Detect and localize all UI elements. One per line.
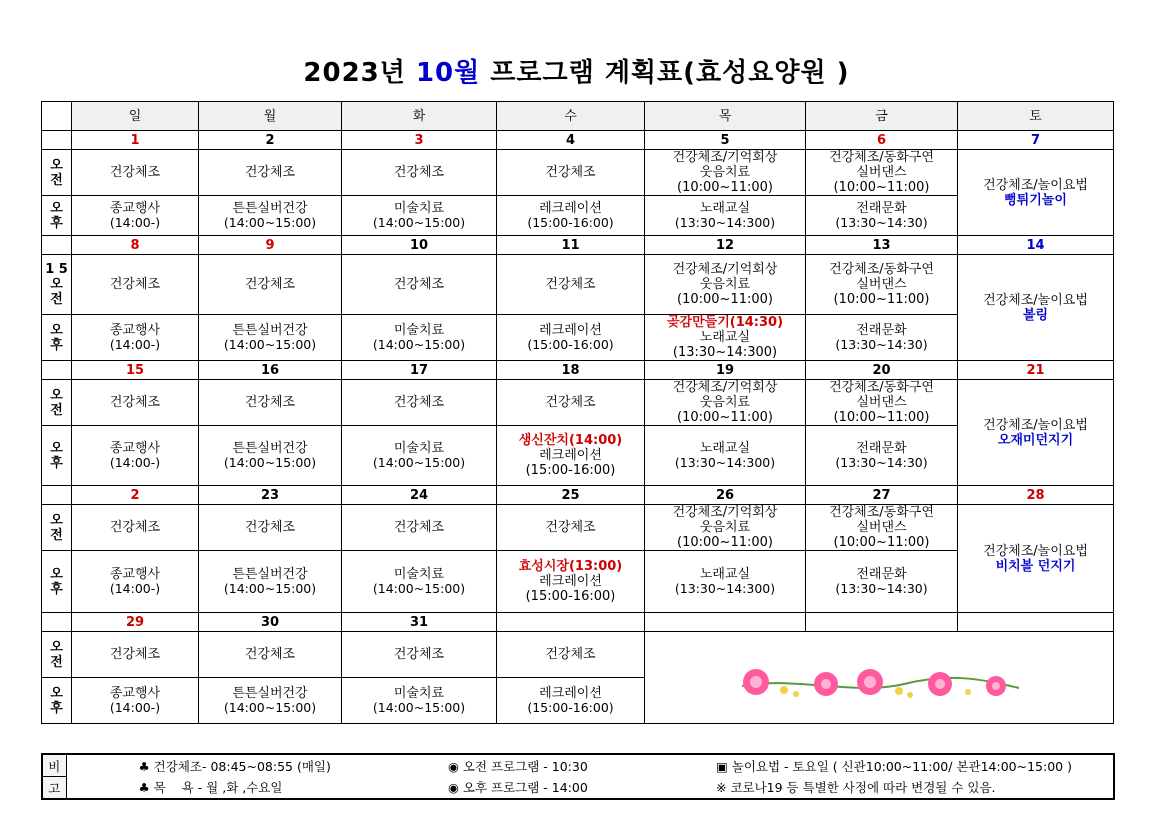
week3-dates xyxy=(42,361,1114,380)
thu-pm: 노래교실 (13:30~14:300) xyxy=(645,426,806,486)
note-exercise-time: ♣ 건강체조- 08:45~08:55 (매일) xyxy=(138,758,331,774)
pm-label: 오 후 xyxy=(42,315,72,361)
flower-decoration xyxy=(645,632,1114,724)
calendar-table xyxy=(41,101,1114,724)
week3-am xyxy=(42,380,1114,426)
notes-label-2: 고 xyxy=(42,777,66,800)
date-number: 13 xyxy=(806,236,958,255)
date-number: 26 xyxy=(645,486,806,505)
fri-pm: 전래문화 (13:30~14:30) xyxy=(806,196,958,236)
date-number: 12 xyxy=(645,236,806,255)
date-number: 2 xyxy=(199,131,342,150)
wed-pm: 레크레이션 (15:00-16:00) xyxy=(497,678,645,724)
date-number: 3 xyxy=(342,131,497,150)
week4-am xyxy=(42,505,1114,551)
week2-pm xyxy=(42,315,1114,361)
date-number: 21 xyxy=(958,361,1114,380)
mon-pm: 튼튼실버건강 (14:00~15:00) xyxy=(199,426,342,486)
weekday-thu: 목 xyxy=(645,102,806,131)
date-number: 31 xyxy=(342,613,497,632)
date-number: 19 xyxy=(645,361,806,380)
wed-pm: 레크레이션 (15:00-16:00) xyxy=(497,196,645,236)
date-number: 4 xyxy=(497,131,645,150)
mon-pm: 튼튼실버건강 (14:00~15:00) xyxy=(199,551,342,613)
date-empty xyxy=(645,613,806,632)
note-pm-program: ◉ 오후 프로그램 - 14:00 xyxy=(448,780,588,796)
date-label-blank xyxy=(42,236,72,255)
date-number: 18 xyxy=(497,361,645,380)
fri-am: 건강체조/동화구연 실버댄스 (10:00~11:00) xyxy=(806,150,958,196)
notes-row-1 xyxy=(42,754,1114,777)
fri-pm: 전래문화 (13:30~14:30) xyxy=(806,551,958,613)
header-corner xyxy=(42,102,72,131)
am-label: 오 전 xyxy=(42,380,72,426)
flower-garland-icon xyxy=(734,646,1024,706)
date-empty xyxy=(806,613,958,632)
wed-pm: 생신잔치(14:00) 레크레이션 (15:00-16:00) xyxy=(497,426,645,486)
date-number: 10 xyxy=(342,236,497,255)
week2-am xyxy=(42,255,1114,315)
thu-pm: 곶감만들기(14:30) 노래교실 (13:30~14:300) xyxy=(645,315,806,361)
week4-dates xyxy=(42,486,1114,505)
date-number: 7 xyxy=(958,131,1114,150)
date-number: 1 xyxy=(72,131,199,150)
tue-am: 건강체조 xyxy=(342,505,497,551)
sat-cell: 건강체조/놀이요법 비치볼 던지기 xyxy=(958,505,1114,613)
tue-am: 건강체조 xyxy=(342,150,497,196)
weekday-tue: 화 xyxy=(342,102,497,131)
mon-pm: 튼튼실버건강 (14:00~15:00) xyxy=(199,678,342,724)
sat-cell: 건강체조/놀이요법 볼링 xyxy=(958,255,1114,361)
week1-dates xyxy=(42,131,1114,150)
weekday-wed: 수 xyxy=(497,102,645,131)
date-number: 2 xyxy=(72,486,199,505)
sun-pm: 종교행사 (14:00-) xyxy=(72,551,199,613)
sun-am: 건강체조 xyxy=(72,380,199,426)
wed-am: 건강체조 xyxy=(497,632,645,678)
tue-pm: 미술치료 (14:00~15:00) xyxy=(342,315,497,361)
sun-pm: 종교행사 (14:00-) xyxy=(72,315,199,361)
pm-label: 오 후 xyxy=(42,426,72,486)
date-label-blank xyxy=(42,613,72,632)
date-label-blank xyxy=(42,131,72,150)
date-number: 15 xyxy=(72,361,199,380)
mon-am: 건강체조 xyxy=(199,632,342,678)
fri-am: 건강체조/동화구연 실버댄스 (10:00~11:00) xyxy=(806,505,958,551)
note-play-therapy: ▣ 놀이요법 - 토요일 ( 신관10:00~11:00/ 본관14:00~15:00 ) xyxy=(716,758,1072,774)
week2-dates xyxy=(42,236,1114,255)
title-month: 10월 xyxy=(415,58,481,88)
date-label-blank xyxy=(42,486,72,505)
mon-am: 건강체조 xyxy=(199,380,342,426)
weekday-header xyxy=(42,102,1114,131)
date-empty xyxy=(497,613,645,632)
sun-am: 건강체조 xyxy=(72,255,199,315)
title-suffix: 프로그램 계획표(효성요양원 ) xyxy=(480,58,850,88)
sun-am: 건강체조 xyxy=(72,632,199,678)
thu-am: 건강체조/기억회상 웃음치료 (10:00~11:00) xyxy=(645,505,806,551)
page-title xyxy=(0,52,1153,89)
pm-label: 오 후 xyxy=(42,678,72,724)
wed-pm: 효성시장(13:00) 레크레이션 (15:00-16:00) xyxy=(497,551,645,613)
fri-pm: 전래문화 (13:30~14:30) xyxy=(806,315,958,361)
note-covid: ※ 코로나19 등 특별한 사정에 따라 변경될 수 있음. xyxy=(716,780,996,796)
date-number: 9 xyxy=(199,236,342,255)
notes-table xyxy=(41,753,1115,800)
mon-am: 건강체조 xyxy=(199,255,342,315)
am-label: 오 전 xyxy=(42,632,72,678)
sun-pm: 종교행사 (14:00-) xyxy=(72,678,199,724)
am-label: 오 전 xyxy=(42,505,72,551)
date-number: 25 xyxy=(497,486,645,505)
date-empty xyxy=(958,613,1114,632)
date-number: 20 xyxy=(806,361,958,380)
date-number: 17 xyxy=(342,361,497,380)
tue-pm: 미술치료 (14:00~15:00) xyxy=(342,551,497,613)
week3-pm xyxy=(42,426,1114,486)
am-label: 오 전 xyxy=(42,150,72,196)
tue-pm: 미술치료 (14:00~15:00) xyxy=(342,678,497,724)
thu-am: 건강체조/기억회상 웃음치료 (10:00~11:00) xyxy=(645,150,806,196)
fri-am: 건강체조/동화구연 실버댄스 (10:00~11:00) xyxy=(806,380,958,426)
weekday-sat: 토 xyxy=(958,102,1114,131)
fri-pm: 전래문화 (13:30~14:30) xyxy=(806,426,958,486)
mon-pm: 튼튼실버건강 (14:00~15:00) xyxy=(199,196,342,236)
am-label: 1 5 오 전 xyxy=(42,255,72,315)
week5-dates xyxy=(42,613,1114,632)
tue-am: 건강체조 xyxy=(342,632,497,678)
date-number: 24 xyxy=(342,486,497,505)
mon-am: 건강체조 xyxy=(199,150,342,196)
tue-pm: 미술치료 (14:00~15:00) xyxy=(342,426,497,486)
tue-am: 건강체조 xyxy=(342,380,497,426)
notes-label-1: 비 xyxy=(42,754,66,777)
wed-am: 건강체조 xyxy=(497,505,645,551)
pm-label: 오 후 xyxy=(42,196,72,236)
fri-am: 건강체조/동화구연 실버댄스 (10:00~11:00) xyxy=(806,255,958,315)
sat-cell: 건강체조/놀이요법 뻥튀기놀이 xyxy=(958,150,1114,236)
date-label-blank xyxy=(42,361,72,380)
thu-am: 건강체조/기억회상 웃음치료 (10:00~11:00) xyxy=(645,255,806,315)
date-number: 23 xyxy=(199,486,342,505)
date-number: 30 xyxy=(199,613,342,632)
note-am-program: ◉ 오전 프로그램 - 10:30 xyxy=(448,758,588,774)
date-number: 28 xyxy=(958,486,1114,505)
tue-pm: 미술치료 (14:00~15:00) xyxy=(342,196,497,236)
sun-am: 건강체조 xyxy=(72,505,199,551)
wed-am: 건강체조 xyxy=(497,255,645,315)
week5-am xyxy=(42,632,1114,678)
week4-pm xyxy=(42,551,1114,613)
weekday-fri: 금 xyxy=(806,102,958,131)
thu-pm: 노래교실 (13:30~14:300) xyxy=(645,551,806,613)
sat-cell: 건강체조/놀이요법 오재미던지기 xyxy=(958,380,1114,486)
mon-pm: 튼튼실버건강 (14:00~15:00) xyxy=(199,315,342,361)
sun-am: 건강체조 xyxy=(72,150,199,196)
tue-am: 건강체조 xyxy=(342,255,497,315)
notes-row-2 xyxy=(42,777,1114,800)
note-bath: ♣ 목 욕 - 월 ,화 ,수요일 xyxy=(138,780,283,796)
week1-pm xyxy=(42,196,1114,236)
date-number: 11 xyxy=(497,236,645,255)
date-number: 5 xyxy=(645,131,806,150)
weekday-mon: 월 xyxy=(199,102,342,131)
week1-am xyxy=(42,150,1114,196)
mon-am: 건강체조 xyxy=(199,505,342,551)
weekday-sun: 일 xyxy=(72,102,199,131)
date-number: 14 xyxy=(958,236,1114,255)
wed-am: 건강체조 xyxy=(497,380,645,426)
sun-pm: 종교행사 (14:00-) xyxy=(72,196,199,236)
sun-pm: 종교행사 (14:00-) xyxy=(72,426,199,486)
date-number: 27 xyxy=(806,486,958,505)
date-number: 6 xyxy=(806,131,958,150)
date-number: 16 xyxy=(199,361,342,380)
thu-pm: 노래교실 (13:30~14:300) xyxy=(645,196,806,236)
thu-am: 건강체조/기억회상 웃음치료 (10:00~11:00) xyxy=(645,380,806,426)
wed-pm: 레크레이션 (15:00-16:00) xyxy=(497,315,645,361)
date-number: 29 xyxy=(72,613,199,632)
pm-label: 오 후 xyxy=(42,551,72,613)
date-number: 8 xyxy=(72,236,199,255)
title-year: 2023년 xyxy=(303,58,416,88)
wed-am: 건강체조 xyxy=(497,150,645,196)
